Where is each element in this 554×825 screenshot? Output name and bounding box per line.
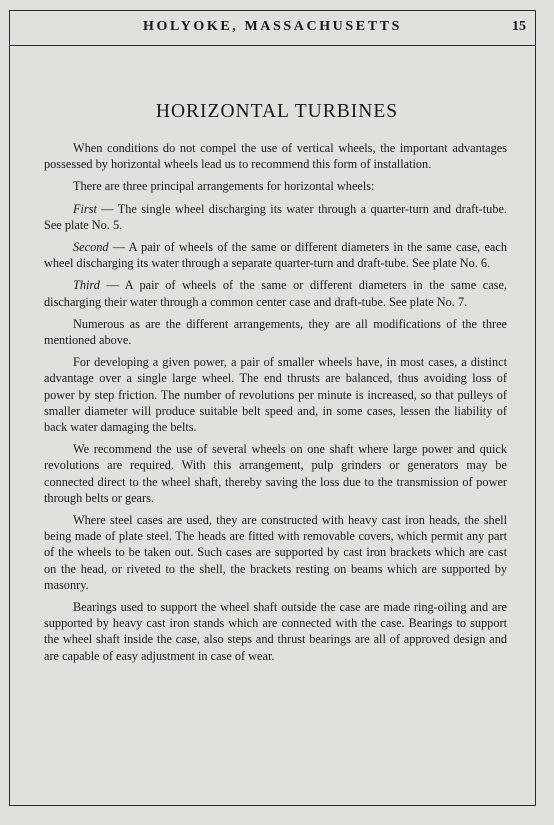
paragraph: [44, 201, 507, 233]
paragraph: [44, 599, 507, 664]
page-number: 15: [512, 19, 526, 34]
paragraph-lead: Second: [73, 240, 109, 255]
running-head: HOLYOKE, MASSACHUSETTS: [143, 19, 402, 34]
paragraph: [44, 277, 507, 309]
paragraph-text: When conditions do not compel the use of vertical wheels, the important advantages possessed by horizontal wheels lead us to recommend this form of installation.: [44, 141, 507, 172]
paragraph-text: There are three principal arrangements for horizontal wheels:: [73, 179, 375, 194]
paragraph-lead: Third: [73, 278, 100, 293]
paragraph-text: Bearings used to support the wheel shaft outside the case are made ring-oiling and are supported by heavy cast iron stands which are connected with the case. Bearings to support the wheel shaft inside the case, also steps and thrust bearings are all of approved design and are capable of easy adjustment in case of wear.: [44, 600, 507, 663]
paragraph-text: — A pair of wheels of the same or different diameters in the same case, discharging their water through a common center case and draft-tube. See plate No. 7.: [44, 278, 507, 309]
paragraph-text: Where steel cases are used, they are constructed with heavy cast iron heads, the shell being made of plate steel. The heads are fitted with removable covers, which permit any part of the wheels to be taken out. Such cases are supported by cast iron brackets which are cast on the head, or riveted to the shell, the brackets resting on beams which are supported by masonry.: [44, 513, 507, 592]
paragraph: [44, 512, 507, 593]
paragraph-text: — A pair of wheels of the same or different diameters in the same case, each wheel discharging its water through a separate quarter-turn and draft-tube. See plate No. 6.: [44, 240, 507, 271]
page-header: [9, 10, 536, 46]
page-title: HORIZONTAL TURBINES: [155, 101, 399, 122]
paragraph-lead: First: [73, 201, 97, 216]
paragraph-text: For developing a given power, a pair of smaller wheels have, in most cases, a distinct advantage over a single large wheel. The end thrusts are balanced, thus avoiding loss of power by step friction. The number of revolutions per minute is increased, so that pulleys of smaller diameter will produce suitable belt speed and, in some cases, lessen the liability of back water damaging the belts.: [44, 355, 507, 435]
body-text: [44, 140, 507, 670]
paragraph: [44, 178, 507, 194]
paragraph-text: — The single wheel discharging its water through a quarter-turn and draft-tube. See plate No. 5.: [44, 201, 507, 232]
paragraph: [44, 354, 507, 435]
paragraph: [44, 239, 507, 271]
paragraph: [44, 140, 507, 172]
paragraph: [44, 441, 507, 506]
paragraph-text: We recommend the use of several wheels on one shaft where large power and quick revolutions are required. With this arrangement, pulp grinders or generators may be connected direct to the wheel shaft, thereby saving the loss due to the transmission of power through belts or gears.: [44, 442, 507, 505]
paragraph-text: Numerous as are the different arrangements, they are all modifications of the three mentioned above.: [44, 316, 507, 348]
paragraph: [44, 316, 507, 348]
